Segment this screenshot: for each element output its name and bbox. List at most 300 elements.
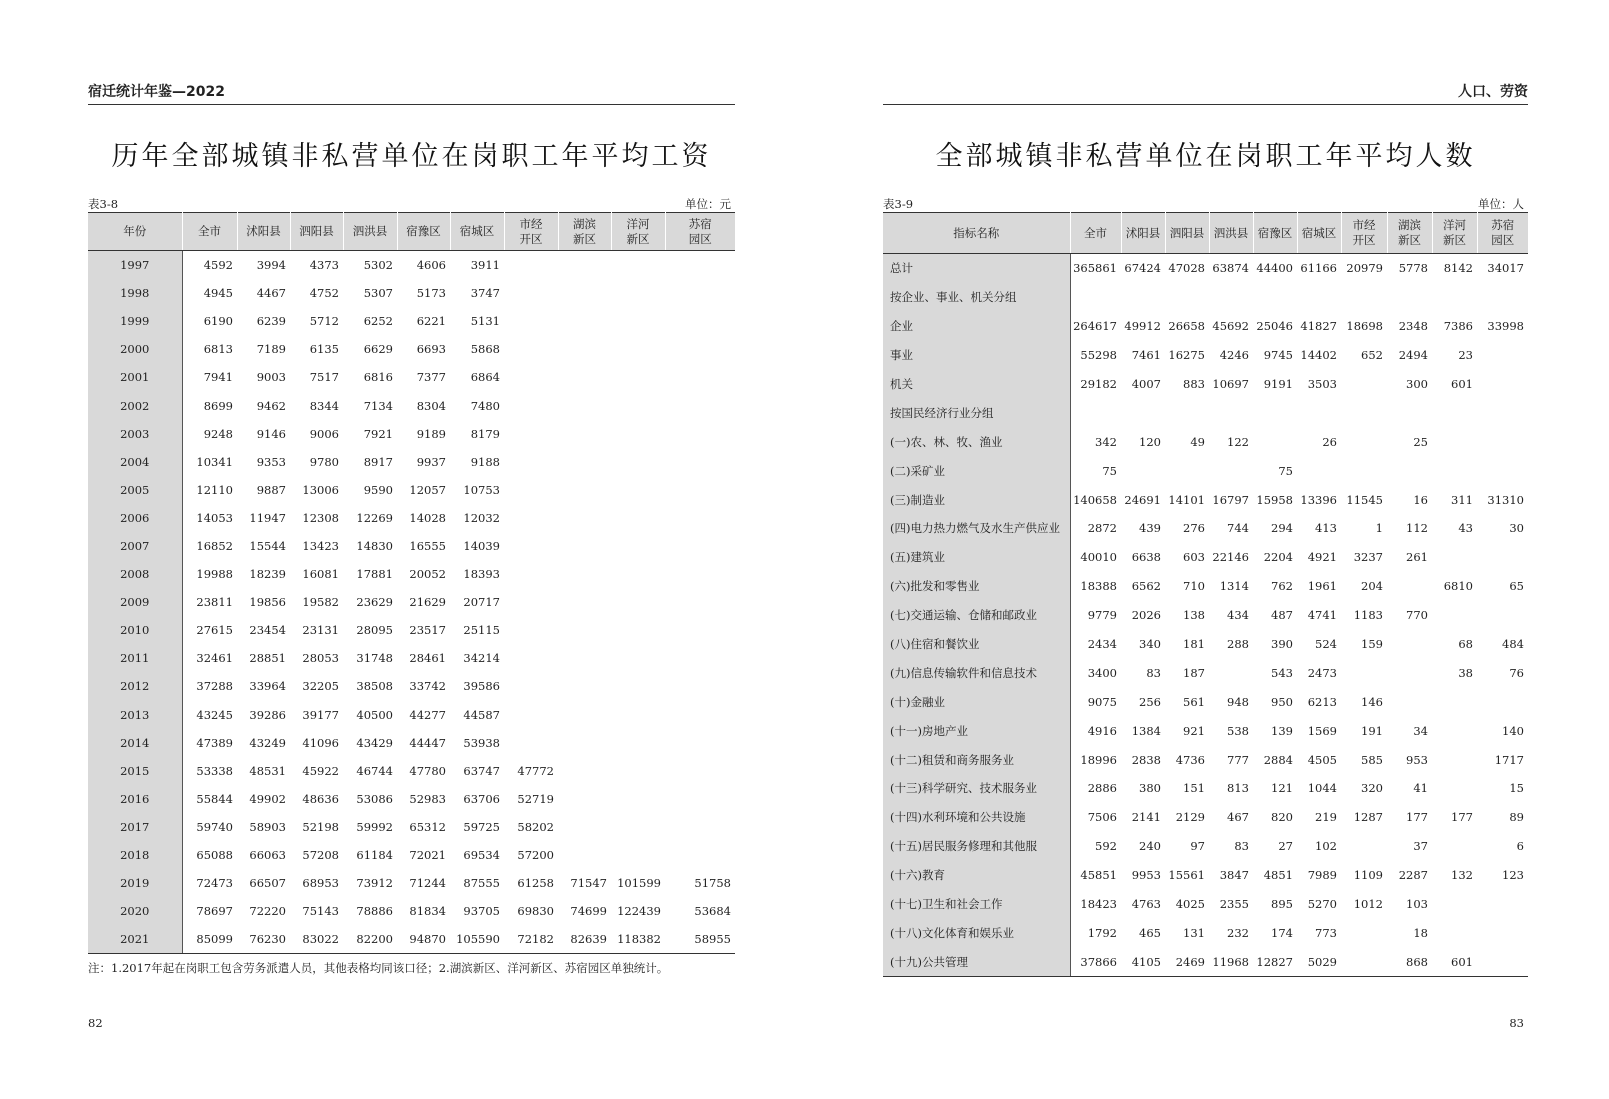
table-cell: 59740 xyxy=(196,819,233,834)
table-cell: 52983 xyxy=(409,791,446,806)
table-cell xyxy=(1165,398,1209,427)
column-header: 宿城区 xyxy=(450,213,504,251)
table-cell: 18 xyxy=(1413,925,1428,940)
row-label: (三)制造业 xyxy=(883,485,1070,514)
table-cell: 14101 xyxy=(1168,492,1205,507)
table-row xyxy=(883,341,1528,370)
table-row xyxy=(883,947,1528,976)
table-cell: 561 xyxy=(1183,694,1205,709)
table-cell: 9779 xyxy=(1087,608,1117,623)
table-cell: 53086 xyxy=(356,791,393,806)
table-cell: 3237 xyxy=(1353,550,1383,565)
table-cell xyxy=(611,504,665,532)
table-cell: 76 xyxy=(1509,665,1524,680)
table-cell: 2884 xyxy=(1263,752,1293,767)
column-header: 湖滨 新区 xyxy=(558,213,611,251)
table-cell: 7134 xyxy=(363,398,393,413)
table-cell xyxy=(504,588,558,616)
table-cell xyxy=(558,420,611,448)
table-cell: 1961 xyxy=(1307,579,1337,594)
table-cell: 46744 xyxy=(356,763,393,778)
table-cell xyxy=(1341,456,1387,485)
table-cell: 23454 xyxy=(249,623,286,638)
table-row xyxy=(88,925,735,954)
table-cell: 63747 xyxy=(463,763,500,778)
table-cell: 45922 xyxy=(302,763,339,778)
table-cell: 2204 xyxy=(1263,550,1293,565)
table-cell: 43249 xyxy=(249,735,286,750)
table-cell: 65088 xyxy=(196,848,233,863)
table-cell: 18698 xyxy=(1346,319,1383,334)
row-label: (十八)文化体育和娱乐业 xyxy=(883,918,1070,947)
table-row xyxy=(883,398,1528,427)
wage-table-header xyxy=(88,213,735,251)
table-cell: 16275 xyxy=(1168,348,1205,363)
table-cell: 484 xyxy=(1502,637,1524,652)
table-cell: 300 xyxy=(1406,377,1428,391)
table-meta-right xyxy=(883,196,1528,211)
table-cell: 8344 xyxy=(309,398,339,413)
table-cell: 34017 xyxy=(1487,261,1524,276)
table-cell: 20052 xyxy=(409,567,446,582)
table-cell xyxy=(558,363,611,391)
row-label: 2004 xyxy=(88,448,182,476)
table-cell: 13006 xyxy=(302,482,339,497)
table-cell: 744 xyxy=(1227,521,1249,536)
column-header: 指标名称 xyxy=(883,213,1070,254)
table-cell xyxy=(665,729,735,757)
table-cell: 83 xyxy=(1234,839,1249,854)
row-label: (八)住宿和餐饮业 xyxy=(883,630,1070,659)
row-label: 2002 xyxy=(88,391,182,419)
table-cell: 44400 xyxy=(1256,261,1293,276)
table-cell: 7377 xyxy=(416,370,446,385)
table-cell xyxy=(611,616,665,644)
table-cell xyxy=(558,504,611,532)
table-cell: 105590 xyxy=(450,925,504,954)
table-cell: 18388 xyxy=(1080,579,1117,594)
table-cell: 12057 xyxy=(409,482,446,497)
table-title-employees: 全部城镇非私营单位在岗职工年平均人数 xyxy=(935,141,1476,172)
table-cell: 67424 xyxy=(1124,261,1161,276)
table-cell xyxy=(1432,918,1477,947)
table-cell: 5173 xyxy=(416,286,446,301)
table-row xyxy=(883,716,1528,745)
table-cell: 29182 xyxy=(1080,377,1117,391)
yearbook-title: 宿迁统计年鉴—2022 xyxy=(88,84,225,100)
row-label: 2000 xyxy=(88,335,182,363)
table-row xyxy=(88,701,735,729)
table-cell xyxy=(504,560,558,588)
table-cell: 27615 xyxy=(196,623,233,638)
table-cell: 3747 xyxy=(470,286,500,301)
row-label: (十九)公共管理 xyxy=(883,947,1070,976)
table-cell: 13423 xyxy=(302,538,339,553)
row-label: (二)采矿业 xyxy=(883,456,1070,485)
table-cell: 72220 xyxy=(249,904,286,919)
table-cell: 94870 xyxy=(397,925,450,954)
table-cell: 434 xyxy=(1227,608,1249,623)
row-label: (十)金融业 xyxy=(883,687,1070,716)
table-cell xyxy=(504,307,558,335)
table-cell: 61184 xyxy=(356,848,393,863)
table-cell: 72021 xyxy=(409,848,446,863)
table-cell: 465 xyxy=(1139,925,1161,940)
table-cell xyxy=(1070,283,1121,312)
table-cell: 11545 xyxy=(1346,492,1383,507)
row-label: 事业 xyxy=(883,341,1070,370)
table-cell: 5712 xyxy=(309,314,339,329)
table-cell xyxy=(665,307,735,335)
table-cell: 15 xyxy=(1509,781,1524,796)
unit-label: 单位：元 xyxy=(685,197,731,211)
table-cell: 81834 xyxy=(409,904,446,919)
table-cell xyxy=(504,448,558,476)
table-cell: 187 xyxy=(1183,665,1205,680)
table-cell xyxy=(1477,601,1528,630)
table-cell xyxy=(1341,398,1387,427)
table-cell: 37 xyxy=(1413,839,1428,854)
row-label: 1997 xyxy=(88,251,182,280)
table-cell xyxy=(611,701,665,729)
table-cell xyxy=(1477,427,1528,456)
table-cell: 8917 xyxy=(363,454,393,469)
table-row xyxy=(883,254,1528,283)
table-cell xyxy=(611,672,665,700)
table-cell xyxy=(1121,456,1165,485)
table-cell: 813 xyxy=(1227,781,1249,796)
table-cell xyxy=(558,841,611,869)
row-label: 2006 xyxy=(88,504,182,532)
table-cell xyxy=(1341,427,1387,456)
row-label: (十三)科学研究、技术服务业 xyxy=(883,774,1070,803)
table-cell: 122439 xyxy=(617,904,661,919)
table-row xyxy=(88,897,735,925)
table-cell: 950 xyxy=(1271,694,1293,709)
table-cell: 1314 xyxy=(1219,579,1249,594)
table-cell: 43 xyxy=(1458,521,1473,536)
table-cell: 2348 xyxy=(1398,319,1428,334)
table-cell: 4007 xyxy=(1131,377,1161,391)
row-label: 2007 xyxy=(88,532,182,560)
table-cell xyxy=(665,251,735,280)
table-cell: 6562 xyxy=(1131,579,1161,594)
table-cell: 603 xyxy=(1183,550,1205,565)
table-cell: 14402 xyxy=(1300,348,1337,363)
table-cell: 26658 xyxy=(1168,319,1205,334)
running-header-left xyxy=(88,82,735,105)
table-cell: 18239 xyxy=(249,567,286,582)
table-cell: 6239 xyxy=(256,314,286,329)
table-cell: 2355 xyxy=(1219,897,1249,912)
table-cell: 2026 xyxy=(1131,608,1161,623)
table-cell: 24691 xyxy=(1124,492,1161,507)
table-cell: 390 xyxy=(1271,637,1293,652)
column-header: 泗阳县 xyxy=(1165,213,1209,254)
table-cell: 1109 xyxy=(1353,868,1383,883)
table-cell: 85099 xyxy=(182,925,237,954)
table-cell xyxy=(1165,456,1209,485)
table-cell: 538 xyxy=(1227,723,1249,738)
table-cell xyxy=(1432,774,1477,803)
table-cell: 10753 xyxy=(463,482,500,497)
table-cell: 20717 xyxy=(463,595,500,610)
table-cell: 7517 xyxy=(309,370,339,385)
table-cell: 174 xyxy=(1271,925,1293,940)
table-cell: 6213 xyxy=(1307,694,1337,709)
table-cell: 7189 xyxy=(256,342,286,357)
table-cell xyxy=(558,391,611,419)
table-cell xyxy=(1070,398,1121,427)
table-cell: 777 xyxy=(1227,752,1249,767)
table-cell: 261 xyxy=(1406,550,1428,565)
employee-table xyxy=(883,212,1528,977)
table-cell: 1792 xyxy=(1087,925,1117,940)
table-cell: 4741 xyxy=(1307,608,1337,623)
table-cell: 340 xyxy=(1139,637,1161,652)
table-cell: 10341 xyxy=(196,454,233,469)
table-cell: 5868 xyxy=(470,342,500,357)
table-cell xyxy=(558,644,611,672)
table-cell: 4505 xyxy=(1307,752,1337,767)
table-row xyxy=(883,774,1528,803)
row-label: (十一)房地产业 xyxy=(883,716,1070,745)
table-cell xyxy=(1477,456,1528,485)
table-cell: 6629 xyxy=(363,342,393,357)
table-cell xyxy=(611,363,665,391)
table-cell: 27 xyxy=(1278,839,1293,854)
table-cell: 57200 xyxy=(517,848,554,863)
table-cell: 45851 xyxy=(1080,868,1117,883)
row-label: 按国民经济行业分组 xyxy=(883,398,1070,427)
table-cell: 1384 xyxy=(1131,723,1161,738)
table-cell: 9780 xyxy=(309,454,339,469)
table-cell xyxy=(611,588,665,616)
table-cell xyxy=(1477,890,1528,919)
table-cell xyxy=(558,532,611,560)
row-label: 2001 xyxy=(88,363,182,391)
table-cell: 26 xyxy=(1322,434,1337,449)
table-cell xyxy=(1387,658,1432,687)
table-cell xyxy=(1432,745,1477,774)
table-cell: 103 xyxy=(1406,897,1428,912)
table-cell: 2434 xyxy=(1087,637,1117,652)
table-cell: 9189 xyxy=(416,426,446,441)
table-cell: 4467 xyxy=(256,286,286,301)
table-cell: 240 xyxy=(1139,839,1161,854)
table-cell: 14028 xyxy=(409,510,446,525)
table-cell: 41096 xyxy=(302,735,339,750)
table-cell xyxy=(1209,658,1253,687)
table-cell xyxy=(504,420,558,448)
table-cell: 4736 xyxy=(1175,752,1205,767)
table-cell: 59992 xyxy=(356,819,393,834)
column-header: 洋河 新区 xyxy=(611,213,665,251)
table-cell: 33742 xyxy=(409,679,446,694)
table-cell: 23811 xyxy=(196,595,233,610)
table-cell xyxy=(1387,687,1432,716)
table-cell xyxy=(611,757,665,785)
table-cell: 3400 xyxy=(1087,665,1117,680)
table-cell: 61166 xyxy=(1300,261,1337,276)
table-cell: 58202 xyxy=(517,819,554,834)
table-cell xyxy=(558,307,611,335)
table-cell: 320 xyxy=(1361,781,1383,796)
table-cell: 47780 xyxy=(409,763,446,778)
table-cell: 82200 xyxy=(343,925,397,954)
left-page xyxy=(88,0,735,1099)
column-header: 全市 xyxy=(1070,213,1121,254)
table-cell: 78886 xyxy=(356,904,393,919)
table-cell: 4921 xyxy=(1307,550,1337,565)
table-cell: 31310 xyxy=(1487,492,1524,507)
table-cell: 204 xyxy=(1361,579,1383,594)
table-cell xyxy=(558,701,611,729)
table-cell: 140658 xyxy=(1073,492,1117,507)
table-cell xyxy=(1432,687,1477,716)
table-cell: 16 xyxy=(1413,492,1428,507)
table-cell xyxy=(1341,832,1387,861)
table-cell xyxy=(1432,456,1477,485)
table-cell: 53338 xyxy=(196,763,233,778)
table-row xyxy=(883,601,1528,630)
table-cell: 883 xyxy=(1183,377,1205,391)
table-cell: 58955 xyxy=(665,925,735,954)
table-cell: 19988 xyxy=(196,567,233,582)
table-cell: 8179 xyxy=(470,426,500,441)
table-cell xyxy=(1432,890,1477,919)
table-row xyxy=(88,251,735,280)
table-cell xyxy=(1121,283,1165,312)
table-cell xyxy=(504,476,558,504)
table-cell: 121 xyxy=(1271,781,1293,796)
table-cell: 585 xyxy=(1361,752,1383,767)
table-cell: 8304 xyxy=(416,398,446,413)
table-cell: 921 xyxy=(1183,723,1205,738)
table-cell: 48531 xyxy=(249,763,286,778)
table-cell: 6135 xyxy=(309,342,339,357)
table-cell xyxy=(558,813,611,841)
table-cell: 74699 xyxy=(570,904,607,919)
running-header-right xyxy=(883,82,1528,105)
table-cell: 139 xyxy=(1271,723,1293,738)
table-cell: 191 xyxy=(1361,723,1383,738)
table-cell: 294 xyxy=(1271,521,1293,536)
row-label: (十四)水利环境和公共设施 xyxy=(883,803,1070,832)
column-header: 宿城区 xyxy=(1297,213,1341,254)
table-cell xyxy=(504,644,558,672)
row-label: 2016 xyxy=(88,785,182,813)
table-cell: 2872 xyxy=(1087,521,1117,536)
row-label: (五)建筑业 xyxy=(883,543,1070,572)
table-cell: 4945 xyxy=(203,286,233,301)
table-cell: 28851 xyxy=(249,651,286,666)
row-label: 1999 xyxy=(88,307,182,335)
table-cell: 39177 xyxy=(302,707,339,722)
table-cell xyxy=(665,841,735,869)
row-label: (十七)卫生和社会工作 xyxy=(883,890,1070,919)
table-cell: 38508 xyxy=(356,679,393,694)
table-cell xyxy=(1477,947,1528,976)
table-cell: 1569 xyxy=(1307,723,1337,738)
table-cell xyxy=(504,616,558,644)
table-row xyxy=(88,757,735,785)
table-cell: 177 xyxy=(1451,810,1473,825)
table-cell xyxy=(665,504,735,532)
column-header: 沭阳县 xyxy=(1121,213,1165,254)
row-label: 2020 xyxy=(88,897,182,925)
table-cell xyxy=(1341,947,1387,976)
table-cell: 3911 xyxy=(470,258,500,273)
table-row xyxy=(88,391,735,419)
table-cell: 2141 xyxy=(1131,810,1161,825)
table-cell: 9003 xyxy=(256,370,286,385)
table-row xyxy=(883,803,1528,832)
table-cell xyxy=(1253,427,1297,456)
row-label: 按企业、事业、机关分组 xyxy=(883,283,1070,312)
table-cell: 43245 xyxy=(196,707,233,722)
table-cell xyxy=(611,560,665,588)
table-cell xyxy=(1341,283,1387,312)
table-row xyxy=(88,841,735,869)
table-cell: 65 xyxy=(1509,579,1524,594)
table-row xyxy=(883,918,1528,947)
table-cell: 2886 xyxy=(1087,781,1117,796)
table-cell: 4851 xyxy=(1263,868,1293,883)
table-row xyxy=(883,687,1528,716)
table-cell: 3994 xyxy=(256,258,286,273)
table-row xyxy=(883,890,1528,919)
table-cell: 6693 xyxy=(416,342,446,357)
table-cell: 33964 xyxy=(249,679,286,694)
table-cell: 47389 xyxy=(196,735,233,750)
table-cell xyxy=(1432,283,1477,312)
table-cell xyxy=(665,616,735,644)
table-cell xyxy=(611,335,665,363)
row-label: 2018 xyxy=(88,841,182,869)
table-cell: 1044 xyxy=(1307,781,1337,796)
table-cell xyxy=(1253,398,1297,427)
table-note: 注：1.2017年起在岗职工包含劳务派遣人员，其他表格均同该口径；2.湖滨新区、洋河新区、苏宿园区单独统计。 xyxy=(88,961,669,975)
table-cell: 543 xyxy=(1271,665,1293,680)
table-cell: 132 xyxy=(1451,868,1473,883)
table-cell: 44587 xyxy=(463,707,500,722)
table-row xyxy=(88,588,735,616)
table-cell: 9248 xyxy=(203,426,233,441)
table-row xyxy=(883,485,1528,514)
table-cell: 63874 xyxy=(1212,261,1249,276)
table-cell: 57208 xyxy=(302,848,339,863)
table-cell: 4916 xyxy=(1087,723,1117,738)
table-cell: 9953 xyxy=(1131,868,1161,883)
column-header: 沭阳县 xyxy=(237,213,290,251)
table-cell: 592 xyxy=(1095,839,1117,854)
table-cell xyxy=(611,785,665,813)
table-cell xyxy=(665,363,735,391)
table-cell: 380 xyxy=(1139,781,1161,796)
table-cell xyxy=(558,279,611,307)
table-cell: 55844 xyxy=(196,791,233,806)
table-cell xyxy=(1209,398,1253,427)
table-cell: 13396 xyxy=(1300,492,1337,507)
table-cell xyxy=(1477,283,1528,312)
table-cell: 6 xyxy=(1516,839,1524,854)
table-row xyxy=(88,672,735,700)
table-cell: 65312 xyxy=(409,819,446,834)
table-cell xyxy=(558,251,611,280)
table-row xyxy=(88,785,735,813)
table-cell: 23131 xyxy=(302,623,339,638)
